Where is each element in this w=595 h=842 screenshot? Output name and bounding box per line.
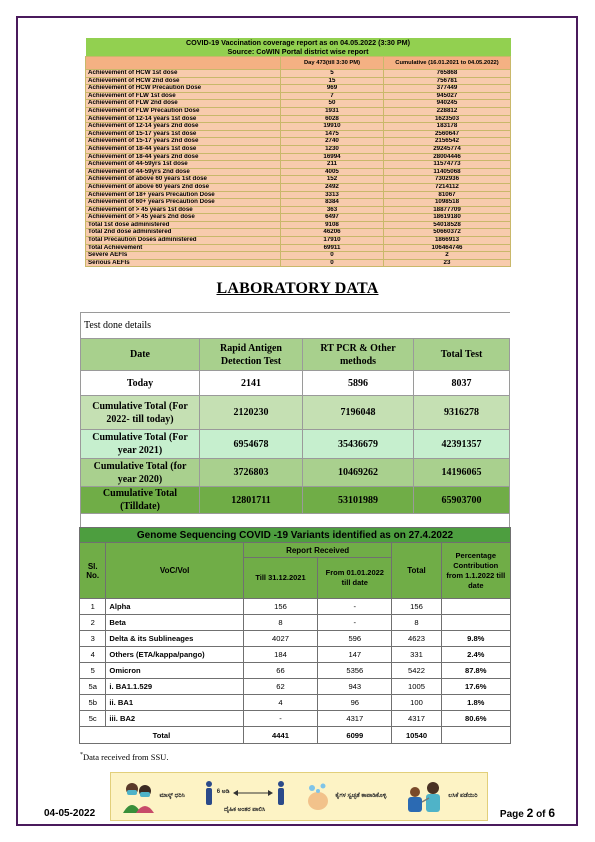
vaccination-row-day: 16994 bbox=[281, 153, 384, 161]
vaccination-row-label: Achievement of FLW 1st dose bbox=[86, 92, 281, 100]
vaccination-row-cumulative: 23 bbox=[384, 259, 511, 267]
vaccination-row-label: Achievement of 18-44 years 2nd dose bbox=[86, 153, 281, 161]
awareness-banner bbox=[110, 772, 488, 821]
genome-row-sl: 5c bbox=[80, 711, 106, 727]
vaccination-row-label: Total 2nd dose administered bbox=[86, 229, 281, 237]
genome-row-total: 5422 bbox=[392, 663, 441, 679]
person-right-icon bbox=[276, 780, 286, 806]
vaccination-row-cumulative: 377449 bbox=[384, 85, 511, 93]
genome-row-total: 100 bbox=[392, 695, 441, 711]
lab-row-rtpcr: 53101989 bbox=[303, 487, 414, 514]
genome-total-label: Total bbox=[80, 727, 244, 744]
genome-row-total: 1005 bbox=[392, 679, 441, 695]
vaccination-row-label: Achievement of HCW Precaution Dose bbox=[86, 85, 281, 93]
lab-row-rat: 3726803 bbox=[200, 459, 303, 487]
vaccination-row-cumulative: 28004446 bbox=[384, 153, 511, 161]
lab-row-label: Cumulative Total (For 2022- till today) bbox=[81, 396, 200, 430]
vaccination-row bbox=[86, 145, 511, 153]
vaccination-row-day: 1475 bbox=[281, 130, 384, 138]
genome-row bbox=[80, 615, 511, 631]
vaccination-row bbox=[86, 70, 511, 78]
genome-row-from: 596 bbox=[318, 631, 392, 647]
vaccination-row-cumulative: 1098518 bbox=[384, 199, 511, 207]
vaccination-row bbox=[86, 107, 511, 115]
genome-row-sl: 5b bbox=[80, 695, 106, 711]
vaccination-row-label: Achievement of HCW 2nd dose bbox=[86, 77, 281, 85]
vaccination-row-label: Achievement of 44-59yrs 2nd dose bbox=[86, 168, 281, 176]
genome-row-sl: 1 bbox=[80, 599, 106, 615]
genome-row-from: 943 bbox=[318, 679, 392, 695]
vaccination-icon bbox=[405, 780, 445, 814]
vaccination-row-cumulative: 940245 bbox=[384, 100, 511, 108]
vaccination-row bbox=[86, 221, 511, 229]
banner-distance-text: ದೈಹಿಕ ಅಂತರ ಪಾಲಿಸಿ bbox=[224, 806, 266, 813]
masked-people-icon bbox=[120, 779, 156, 815]
genome-row-till: - bbox=[243, 711, 317, 727]
genome-total-from: 6099 bbox=[318, 727, 392, 744]
genome-row-pct bbox=[441, 599, 510, 615]
lab-row-label: Cumulative Total (Tilldate) bbox=[81, 487, 200, 514]
vaccination-row-cumulative: 50660372 bbox=[384, 229, 511, 237]
vaccination-row bbox=[86, 153, 511, 161]
vaccination-row-cumulative: 228812 bbox=[384, 107, 511, 115]
lab-header-date: Date bbox=[81, 339, 200, 371]
vaccination-row-cumulative: 1623503 bbox=[384, 115, 511, 123]
genome-total-pct bbox=[441, 727, 510, 744]
genome-row-pct: 2.4% bbox=[441, 647, 510, 663]
vaccination-row-label: Achievement of 44-59yrs 1st dose bbox=[86, 161, 281, 169]
vaccination-row-label: Achievement of 12-14 years 2nd dose bbox=[86, 123, 281, 131]
footnote bbox=[80, 752, 168, 762]
genome-header-total: Total bbox=[392, 543, 441, 599]
lab-row-rat: 2141 bbox=[200, 371, 303, 396]
vaccination-row-cumulative: 765868 bbox=[384, 70, 511, 78]
vaccination-row-cumulative: 81067 bbox=[384, 191, 511, 199]
vaccination-row-label: Total Achievement bbox=[86, 244, 281, 252]
vaccination-row-cumulative: 54018528 bbox=[384, 221, 511, 229]
vaccination-row-label: Achievement of above 60 years 2nd dose bbox=[86, 183, 281, 191]
lab-header-rat: Rapid Antigen Detection Test bbox=[200, 339, 303, 371]
vaccination-row-day: 15 bbox=[281, 77, 384, 85]
lab-row-rtpcr: 5896 bbox=[303, 371, 414, 396]
vaccination-row-label: Total Precaution Doses administered bbox=[86, 237, 281, 245]
vaccination-row-day: 6497 bbox=[281, 214, 384, 222]
footer-page bbox=[500, 806, 555, 820]
banner-distance-top: 6 ಅಡಿ bbox=[216, 789, 230, 795]
lab-row-total: 42391357 bbox=[414, 430, 510, 459]
footer-page-number: 2 bbox=[526, 806, 534, 820]
genome-row bbox=[80, 663, 511, 679]
genome-row-name: Delta & its Sublineages bbox=[106, 631, 243, 647]
vaccination-row-cumulative: 18877709 bbox=[384, 206, 511, 214]
vaccination-row bbox=[86, 161, 511, 169]
vaccination-row-label: Achievement of HCW 1st dose bbox=[86, 70, 281, 78]
vaccination-row-cumulative: 106464746 bbox=[384, 244, 511, 252]
vaccination-row bbox=[86, 168, 511, 176]
genome-row-name: Alpha bbox=[106, 599, 243, 615]
banner-handwash bbox=[304, 781, 386, 813]
genome-row-from: - bbox=[318, 599, 392, 615]
vaccination-row-cumulative: 11574773 bbox=[384, 161, 511, 169]
lab-row-total: 9316278 bbox=[414, 396, 510, 430]
vaccination-row-cumulative: 7214112 bbox=[384, 183, 511, 191]
genome-row bbox=[80, 679, 511, 695]
footer-page-total: 6 bbox=[548, 806, 555, 820]
banner-mask-text: ಮಾಸ್ಕ್ ಧರಿಸಿ bbox=[159, 793, 185, 799]
vaccination-row-day: 2740 bbox=[281, 138, 384, 146]
lab-row-rat: 12801711 bbox=[200, 487, 303, 514]
genome-row-till: 66 bbox=[243, 663, 317, 679]
vaccination-row-label: Achievement of 15-17 years 1st dose bbox=[86, 130, 281, 138]
vaccination-row-cumulative: 29245774 bbox=[384, 145, 511, 153]
vaccination-row-day: 6028 bbox=[281, 115, 384, 123]
vaccination-row-day: 1230 bbox=[281, 145, 384, 153]
vaccination-row bbox=[86, 77, 511, 85]
vaccination-row bbox=[86, 229, 511, 237]
genome-total-till: 4441 bbox=[243, 727, 317, 744]
vaccination-row bbox=[86, 100, 511, 108]
genome-row-sl: 5a bbox=[80, 679, 106, 695]
genome-header-from: From 01.01.2022 till date bbox=[318, 558, 392, 599]
lab-row-total: 8037 bbox=[414, 371, 510, 396]
vaccination-row-label: Severe AEFIs bbox=[86, 252, 281, 260]
vaccination-row-cumulative: 11405068 bbox=[384, 168, 511, 176]
vaccination-row-label: Achievement of > 45 years 1st dose bbox=[86, 206, 281, 214]
vaccination-row-day: 50 bbox=[281, 100, 384, 108]
lab-row-label: Cumulative Total (For year 2021) bbox=[81, 430, 200, 459]
genome-row-till: 62 bbox=[243, 679, 317, 695]
vaccination-row bbox=[86, 191, 511, 199]
footer-page-prefix: Page bbox=[499, 809, 524, 820]
vaccination-row bbox=[86, 252, 511, 260]
genome-total-all: 10540 bbox=[392, 727, 441, 744]
vaccination-row bbox=[86, 183, 511, 191]
lab-header-total: Total Test bbox=[414, 339, 510, 371]
genome-row-pct: 1.8% bbox=[441, 695, 510, 711]
vaccination-row-label: Achievement of 12-14 years 1st dose bbox=[86, 115, 281, 123]
vaccination-row bbox=[86, 130, 511, 138]
vaccination-row-cumulative: 1866913 bbox=[384, 237, 511, 245]
genome-row bbox=[80, 599, 511, 615]
vaccination-row bbox=[86, 259, 511, 267]
genome-row-from: 5356 bbox=[318, 663, 392, 679]
genome-row-pct bbox=[441, 615, 510, 631]
genome-row-till: 156 bbox=[243, 599, 317, 615]
genome-row-sl: 2 bbox=[80, 615, 106, 631]
lab-row-rtpcr: 35436679 bbox=[303, 430, 414, 459]
vaccination-row-day: 46206 bbox=[281, 229, 384, 237]
genome-row-name: Omicron bbox=[106, 663, 243, 679]
lab-title: LABORATORY DATA bbox=[216, 280, 379, 297]
lab-header-rtpcr: RT PCR & Other methods bbox=[303, 339, 414, 371]
vaccination-row bbox=[86, 176, 511, 184]
genome-row-from: - bbox=[318, 615, 392, 631]
genome-row-name: i. BA1.1.529 bbox=[106, 679, 243, 695]
distance-arrow-icon bbox=[233, 789, 273, 797]
vaccination-table bbox=[85, 38, 511, 267]
vaccination-row bbox=[86, 237, 511, 245]
vaccination-row-day: 17910 bbox=[281, 237, 384, 245]
genome-row bbox=[80, 711, 511, 727]
genome-row-name: Others (ETA/kappa/pango) bbox=[106, 647, 243, 663]
vaccination-row-day: 5 bbox=[281, 70, 384, 78]
footer-date: 04-05-2022 bbox=[44, 808, 96, 819]
genome-row-sl: 5 bbox=[80, 663, 106, 679]
footer-page-of: of bbox=[536, 809, 546, 820]
vaccination-source: Source: CoWIN Portal district wise report bbox=[86, 47, 511, 57]
vaccination-row-day: 7 bbox=[281, 92, 384, 100]
lab-row-label: Today bbox=[81, 371, 200, 396]
vaccination-row-label: Achievement of above 60 years 1st dose bbox=[86, 176, 281, 184]
laboratory-table bbox=[80, 312, 510, 537]
vaccination-row-cumulative: 945027 bbox=[384, 92, 511, 100]
vaccination-row-label: Achievement of > 45 years 2nd dose bbox=[86, 214, 281, 222]
footnote-marker: * bbox=[80, 752, 83, 759]
person-left-icon bbox=[204, 780, 214, 806]
genome-row-total: 4623 bbox=[392, 631, 441, 647]
genome-row-till: 184 bbox=[243, 647, 317, 663]
banner-distance bbox=[204, 780, 286, 814]
vaccination-row bbox=[86, 206, 511, 214]
vaccination-row bbox=[86, 138, 511, 146]
lab-row-rat: 6954678 bbox=[200, 430, 303, 459]
genome-row-till: 4 bbox=[243, 695, 317, 711]
vaccination-row-label: Achievement of 15-17 years 2nd dose bbox=[86, 138, 281, 146]
vaccination-row-day: 69911 bbox=[281, 244, 384, 252]
genome-row-name: Beta bbox=[106, 615, 243, 631]
banner-vaccine bbox=[405, 780, 477, 814]
vaccination-row bbox=[86, 115, 511, 123]
vaccination-row bbox=[86, 92, 511, 100]
banner-vaccine-text: ಲಸಿಕೆ ಪಡೆಯಿರಿ bbox=[448, 793, 478, 799]
vaccination-row-day: 0 bbox=[281, 252, 384, 260]
vaccination-row-day: 2492 bbox=[281, 183, 384, 191]
lab-row-rat: 2120230 bbox=[200, 396, 303, 430]
genome-row-from: 147 bbox=[318, 647, 392, 663]
vaccination-row-day: 9108 bbox=[281, 221, 384, 229]
vaccination-row-cumulative: 2560647 bbox=[384, 130, 511, 138]
lab-row-rtpcr: 10469262 bbox=[303, 459, 414, 487]
vaccination-col-cumulative: Cumulative (16.01.2021 to 04.05.2022) bbox=[384, 57, 511, 70]
genome-row-sl: 3 bbox=[80, 631, 106, 647]
footnote-text: Data received from SSU. bbox=[83, 752, 169, 762]
vaccination-col-label bbox=[86, 57, 281, 70]
vaccination-row-label: Achievement of 60+ years Precaution Dose bbox=[86, 199, 281, 207]
lab-caption: Test done details bbox=[81, 313, 510, 339]
vaccination-row-label: Serious AEFIs bbox=[86, 259, 281, 267]
handwash-icon bbox=[304, 781, 332, 813]
vaccination-row-day: 363 bbox=[281, 206, 384, 214]
vaccination-row-day: 211 bbox=[281, 161, 384, 169]
vaccination-row-day: 152 bbox=[281, 176, 384, 184]
genome-row bbox=[80, 631, 511, 647]
genome-row-total: 8 bbox=[392, 615, 441, 631]
vaccination-row-day: 4005 bbox=[281, 168, 384, 176]
lab-row-total: 65903700 bbox=[414, 487, 510, 514]
genome-row-sl: 4 bbox=[80, 647, 106, 663]
genome-row-name: ii. BA1 bbox=[106, 695, 243, 711]
genome-row-pct: 9.8% bbox=[441, 631, 510, 647]
vaccination-row-cumulative: 183178 bbox=[384, 123, 511, 131]
genome-row-total: 4317 bbox=[392, 711, 441, 727]
vaccination-row-cumulative: 2156542 bbox=[384, 138, 511, 146]
genome-header-pct: Percentage Contribution from 1.1.2022 till date bbox=[441, 543, 510, 599]
genome-row-from: 96 bbox=[318, 695, 392, 711]
genome-row-total: 331 bbox=[392, 647, 441, 663]
vaccination-col-day: Day 473(till 3:30 PM) bbox=[281, 57, 384, 70]
vaccination-row-cumulative: 7302936 bbox=[384, 176, 511, 184]
vaccination-row-day: 3313 bbox=[281, 191, 384, 199]
vaccination-row-cumulative: 2 bbox=[384, 252, 511, 260]
vaccination-row-cumulative: 756781 bbox=[384, 77, 511, 85]
vaccination-row-day: 8384 bbox=[281, 199, 384, 207]
vaccination-row-cumulative: 18619180 bbox=[384, 214, 511, 222]
genome-row-pct: 87.8% bbox=[441, 663, 510, 679]
genome-row bbox=[80, 695, 511, 711]
vaccination-row-label: Achievement of 18+ years Precaution Dose bbox=[86, 191, 281, 199]
genome-row-name: iii. BA2 bbox=[106, 711, 243, 727]
genome-row-total: 156 bbox=[392, 599, 441, 615]
lab-row-rtpcr: 7196048 bbox=[303, 396, 414, 430]
vaccination-row-label: Achievement of FLW 2nd dose bbox=[86, 100, 281, 108]
genome-row-pct: 17.6% bbox=[441, 679, 510, 695]
vaccination-row bbox=[86, 199, 511, 207]
genome-row-from: 4317 bbox=[318, 711, 392, 727]
vaccination-row bbox=[86, 214, 511, 222]
vaccination-title: COVID-19 Vaccination coverage report as on 04.05.2022 (3:30 PM) bbox=[86, 38, 511, 47]
genome-table bbox=[79, 527, 511, 744]
vaccination-row-day: 19910 bbox=[281, 123, 384, 131]
genome-row-till: 8 bbox=[243, 615, 317, 631]
genome-header-report: Report Received bbox=[243, 543, 392, 558]
vaccination-row-day: 1931 bbox=[281, 107, 384, 115]
vaccination-row-label: Total 1st dose administered bbox=[86, 221, 281, 229]
vaccination-row bbox=[86, 85, 511, 93]
banner-handwash-text: ಕೈಗಳ ಸ್ವಚ್ಛತೆ ಕಾಪಾಡಿಕೊಳ್ಳಿ bbox=[335, 793, 387, 799]
lab-row-total: 14196065 bbox=[414, 459, 510, 487]
genome-header-till: Till 31.12.2021 bbox=[243, 558, 317, 599]
vaccination-row bbox=[86, 244, 511, 252]
lab-row-label: Cumulative Total (for year 2020) bbox=[81, 459, 200, 487]
banner-mask bbox=[120, 779, 184, 815]
vaccination-row-day: 0 bbox=[281, 259, 384, 267]
vaccination-row bbox=[86, 123, 511, 131]
vaccination-row-label: Achievement of FLW Precaution Dose bbox=[86, 107, 281, 115]
genome-row bbox=[80, 647, 511, 663]
genome-header-sl: Sl. No. bbox=[80, 543, 106, 599]
vaccination-row-label: Achievement of 18-44 years 1st dose bbox=[86, 145, 281, 153]
genome-title: Genome Sequencing COVID -19 Variants identified as on 27.4.2022 bbox=[80, 528, 511, 543]
vaccination-row-day: 969 bbox=[281, 85, 384, 93]
genome-header-voc: VoC/VoI bbox=[106, 543, 243, 599]
genome-row-till: 4027 bbox=[243, 631, 317, 647]
genome-row-pct: 80.6% bbox=[441, 711, 510, 727]
